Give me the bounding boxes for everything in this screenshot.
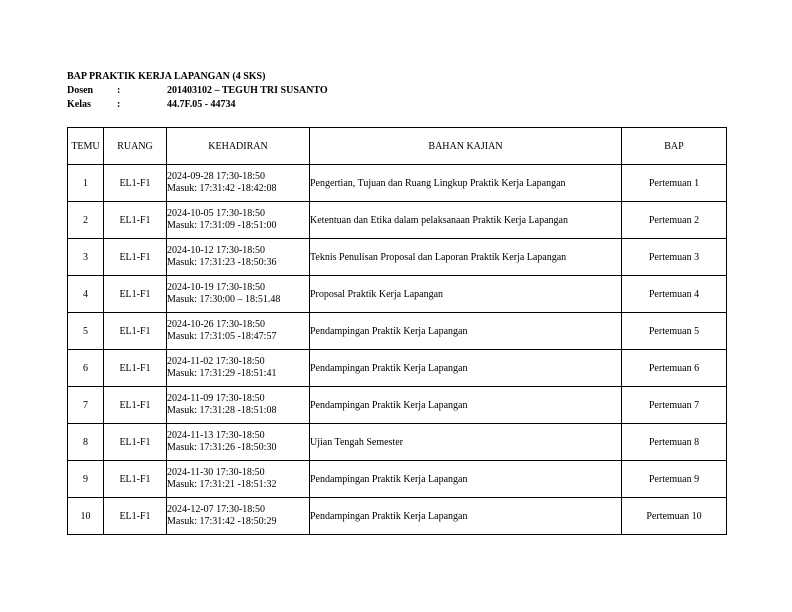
kelas-label: Kelas xyxy=(67,99,91,110)
table-row xyxy=(68,424,727,461)
kehadiran-masuk: Masuk: 17:31:26 -18:50:30 xyxy=(167,442,277,453)
table-row xyxy=(68,165,727,202)
cell-bap: Pertemuan 7 xyxy=(622,387,727,424)
kehadiran-jadwal: 2024-11-30 17:30-18:50 xyxy=(167,467,265,478)
cell-bahan-kajian: Pendampingan Praktik Kerja Lapangan xyxy=(310,498,622,535)
cell-kehadiran xyxy=(167,276,310,313)
cell-bahan-kajian: Pengertian, Tujuan dan Ruang Lingkup Praktik Kerja Lapangan xyxy=(310,165,622,202)
cell-bahan-kajian: Pendampingan Praktik Kerja Lapangan xyxy=(310,387,622,424)
col-header-bap: BAP xyxy=(622,128,727,165)
cell-temu: 6 xyxy=(68,350,104,387)
cell-ruang: EL1-F1 xyxy=(104,350,167,387)
col-header-ruang: RUANG xyxy=(104,128,167,165)
kehadiran-jadwal: 2024-10-19 17:30-18:50 xyxy=(167,282,266,293)
cell-bahan-kajian: Teknis Penulisan Proposal dan Laporan Praktik Kerja Lapangan xyxy=(310,239,622,276)
dosen-value: 201403102 – TEGUH TRI SUSANTO xyxy=(167,85,328,96)
kehadiran-jadwal: 2024-11-02 17:30-18:50 xyxy=(167,356,265,367)
kehadiran-masuk: Masuk: 17:31:09 -18:51:00 xyxy=(167,220,277,231)
cell-kehadiran xyxy=(167,498,310,535)
dosen-colon: : xyxy=(117,85,121,96)
kehadiran-masuk: Masuk: 17:31:42 -18:42:08 xyxy=(167,183,277,194)
kehadiran-masuk: Masuk: 17:31:05 -18:47:57 xyxy=(167,331,277,342)
cell-kehadiran xyxy=(167,239,310,276)
kehadiran-masuk: Masuk: 17:31:21 -18:51:32 xyxy=(167,479,277,490)
cell-temu: 1 xyxy=(68,165,104,202)
table-header-row xyxy=(68,128,727,165)
kehadiran-jadwal: 2024-10-12 17:30-18:50 xyxy=(167,245,266,256)
cell-bap: Pertemuan 10 xyxy=(622,498,727,535)
kelas-row xyxy=(67,98,467,112)
table-row xyxy=(68,498,727,535)
cell-temu: 8 xyxy=(68,424,104,461)
cell-bahan-kajian: Proposal Praktik Kerja Lapangan xyxy=(310,276,622,313)
cell-ruang: EL1-F1 xyxy=(104,202,167,239)
cell-ruang: EL1-F1 xyxy=(104,461,167,498)
cell-kehadiran xyxy=(167,202,310,239)
cell-temu: 2 xyxy=(68,202,104,239)
col-header-kehadiran: KEHADIRAN xyxy=(167,128,310,165)
table-row xyxy=(68,387,727,424)
kelas-value: 44.7F.05 - 44734 xyxy=(167,99,236,110)
cell-kehadiran xyxy=(167,424,310,461)
cell-ruang: EL1-F1 xyxy=(104,387,167,424)
kehadiran-masuk: Masuk: 17:31:28 -18:51:08 xyxy=(167,405,277,416)
bap-table xyxy=(67,127,727,535)
cell-ruang: EL1-F1 xyxy=(104,239,167,276)
cell-bahan-kajian: Pendampingan Praktik Kerja Lapangan xyxy=(310,313,622,350)
kehadiran-jadwal: 2024-11-09 17:30-18:50 xyxy=(167,393,265,404)
cell-bahan-kajian: Ketentuan dan Etika dalam pelaksanaan Praktik Kerja Lapangan xyxy=(310,202,622,239)
kehadiran-masuk: Masuk: 17:31:23 -18:50:36 xyxy=(167,257,277,268)
cell-bap: Pertemuan 3 xyxy=(622,239,727,276)
table-row xyxy=(68,313,727,350)
cell-bap: Pertemuan 9 xyxy=(622,461,727,498)
col-header-bahan-kajian: BAHAN KAJIAN xyxy=(310,128,622,165)
cell-ruang: EL1-F1 xyxy=(104,313,167,350)
cell-bahan-kajian: Ujian Tengah Semester xyxy=(310,424,622,461)
kehadiran-masuk: Masuk: 17:31:29 -18:51:41 xyxy=(167,368,277,379)
cell-bap: Pertemuan 4 xyxy=(622,276,727,313)
cell-kehadiran xyxy=(167,350,310,387)
document-header xyxy=(67,70,467,112)
col-header-temu: TEMU xyxy=(68,128,104,165)
cell-kehadiran xyxy=(167,461,310,498)
table-row xyxy=(68,350,727,387)
kehadiran-jadwal: 2024-11-13 17:30-18:50 xyxy=(167,430,265,441)
table-row xyxy=(68,461,727,498)
cell-temu: 10 xyxy=(68,498,104,535)
kehadiran-jadwal: 2024-10-26 17:30-18:50 xyxy=(167,319,266,330)
cell-bap: Pertemuan 5 xyxy=(622,313,727,350)
kehadiran-masuk: Masuk: 17:30:00 – 18:51.48 xyxy=(167,294,281,305)
cell-bap: Pertemuan 1 xyxy=(622,165,727,202)
table-row xyxy=(68,202,727,239)
table-row xyxy=(68,239,727,276)
kehadiran-masuk: Masuk: 17:31:42 -18:50:29 xyxy=(167,516,277,527)
kehadiran-jadwal: 2024-09-28 17:30-18:50 xyxy=(167,171,266,182)
kehadiran-jadwal: 2024-10-05 17:30-18:50 xyxy=(167,208,266,219)
dosen-label: Dosen xyxy=(67,85,94,96)
kehadiran-jadwal: 2024-12-07 17:30-18:50 xyxy=(167,504,266,515)
cell-bap: Pertemuan 8 xyxy=(622,424,727,461)
document-title: BAP PRAKTIK KERJA LAPANGAN (4 SKS) xyxy=(67,71,266,82)
cell-temu: 5 xyxy=(68,313,104,350)
cell-bap: Pertemuan 6 xyxy=(622,350,727,387)
cell-ruang: EL1-F1 xyxy=(104,498,167,535)
cell-bahan-kajian: Pendampingan Praktik Kerja Lapangan xyxy=(310,461,622,498)
cell-ruang: EL1-F1 xyxy=(104,276,167,313)
kelas-colon: : xyxy=(117,99,121,110)
cell-temu: 4 xyxy=(68,276,104,313)
cell-temu: 7 xyxy=(68,387,104,424)
cell-bap: Pertemuan 2 xyxy=(622,202,727,239)
cell-kehadiran xyxy=(167,387,310,424)
cell-ruang: EL1-F1 xyxy=(104,424,167,461)
cell-kehadiran xyxy=(167,165,310,202)
cell-ruang: EL1-F1 xyxy=(104,165,167,202)
table-row xyxy=(68,276,727,313)
cell-bahan-kajian: Pendampingan Praktik Kerja Lapangan xyxy=(310,350,622,387)
dosen-row xyxy=(67,84,467,98)
cell-temu: 9 xyxy=(68,461,104,498)
cell-kehadiran xyxy=(167,313,310,350)
cell-temu: 3 xyxy=(68,239,104,276)
